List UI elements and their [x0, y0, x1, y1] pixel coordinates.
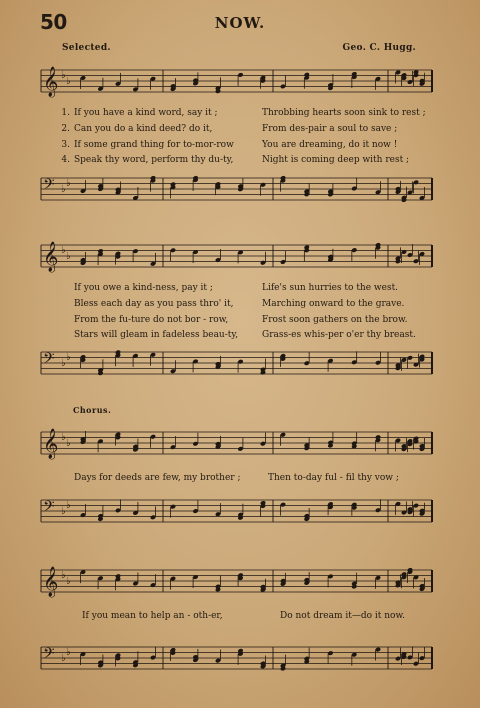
staff-svg — [41, 498, 432, 524]
lyric-first-half: Can you do a kind deed? do it, — [74, 123, 213, 134]
verse-lyrics-part2 — [58, 281, 430, 344]
bass-clef-icon: 𝄢 — [43, 498, 55, 519]
flat-icon: ♭ — [61, 570, 66, 581]
staff-bass — [41, 350, 432, 376]
lyric-second-half: Throbbing hearts soon sink to rest ; — [262, 108, 426, 118]
bass-clef-icon: 𝄢 — [43, 350, 55, 371]
lyric-second-half: Grass-es whis-per o'er thy breast. — [262, 330, 416, 341]
lyric-second-half: Night is coming deep with rest ; — [262, 155, 410, 166]
flat-icon: ♭ — [66, 500, 71, 511]
credit-music-source: Selected. — [62, 43, 111, 53]
verse-lyrics-part1 — [58, 106, 430, 169]
flat-icon: ♭ — [66, 352, 71, 363]
lyric-line — [58, 281, 430, 297]
lyric-first-half: From the fu-ture do not bor - row, — [74, 314, 229, 325]
verse-number: 4. — [61, 155, 70, 166]
flat-icon: ♭ — [61, 653, 66, 664]
lyric-first-half: Speak thy word, perform thy du-ty, — [74, 155, 234, 166]
lyric-second-half: Frost soon gathers on the brow. — [262, 314, 408, 325]
lyric-line — [58, 328, 430, 344]
bass-clef-icon: 𝄢 — [43, 176, 55, 197]
staff-svg — [41, 645, 432, 671]
treble-clef-icon: 𝄞 — [43, 567, 59, 597]
lyric-line — [58, 122, 430, 138]
lyric-line — [58, 138, 430, 154]
staff-bass — [41, 176, 432, 202]
staff-svg — [41, 350, 432, 376]
flat-icon: ♭ — [66, 251, 71, 262]
song-title: NOW. — [214, 14, 266, 32]
staff-svg — [41, 429, 432, 459]
staff-treble — [41, 242, 432, 272]
lyric-second-half: You are dreaming, do it now ! — [262, 139, 398, 150]
staff-svg — [41, 67, 432, 97]
lyric-first-half: Stars will gleam in fadeless beau-ty, — [74, 330, 239, 341]
lyric-line — [58, 297, 430, 313]
staff-treble — [41, 67, 432, 97]
credit-author: Geo. C. Hugg. — [342, 43, 416, 53]
lyric-line — [58, 106, 430, 122]
flat-icon: ♭ — [66, 76, 71, 87]
staff-svg — [41, 176, 432, 202]
flat-icon: ♭ — [61, 506, 66, 517]
treble-clef-icon: 𝄞 — [43, 429, 59, 459]
flat-icon: ♭ — [61, 432, 66, 443]
treble-clef-icon: 𝄞 — [43, 67, 59, 97]
lyric-first-half: If some grand thing for to-mor-row — [74, 139, 234, 150]
flat-icon: ♭ — [66, 647, 71, 658]
staff-svg — [41, 242, 432, 272]
lyric-first-half: If you owe a kind-ness, pay it ; — [74, 283, 213, 293]
lyric-first-half: If you have a kind word, say it ; — [74, 108, 218, 118]
lyric-first-half: Bless each day as you pass thro' it, — [74, 298, 234, 309]
staff-bass — [41, 645, 432, 671]
flat-icon: ♭ — [66, 438, 71, 449]
chorus-lyric-second-half: Then to-day ful - fil thy vow ; — [268, 473, 399, 483]
chorus-label: Chorus. — [73, 405, 112, 415]
bass-clef-icon: 𝄢 — [43, 645, 55, 666]
staff-treble — [41, 567, 432, 597]
chorus-lyric-first-half: If you mean to help an - oth-er, — [82, 611, 223, 621]
chorus-lyric-second-half: Do not dream it—do it now. — [280, 611, 405, 621]
lyric-line — [58, 153, 430, 169]
flat-icon: ♭ — [66, 178, 71, 189]
page-number: 50 — [40, 10, 67, 34]
verse-number: 1. — [61, 108, 70, 118]
staff-svg — [41, 567, 432, 597]
flat-icon: ♭ — [61, 245, 66, 256]
verse-number: 2. — [61, 123, 70, 134]
chorus-lyric-first-half: Days for deeds are few, my brother ; — [74, 473, 241, 483]
lyric-second-half: From des-pair a soul to save ; — [262, 123, 398, 134]
flat-icon: ♭ — [61, 184, 66, 195]
lyric-second-half: Marching onward to the grave. — [262, 298, 405, 309]
lyric-second-half: Life's sun hurries to the west. — [262, 283, 399, 293]
treble-clef-icon: 𝄞 — [43, 242, 59, 272]
lyric-line — [58, 313, 430, 329]
staff-treble — [41, 429, 432, 459]
staff-bass — [41, 498, 432, 524]
flat-icon: ♭ — [66, 576, 71, 587]
flat-icon: ♭ — [61, 358, 66, 369]
flat-icon: ♭ — [61, 70, 66, 81]
verse-number: 3. — [61, 139, 70, 150]
